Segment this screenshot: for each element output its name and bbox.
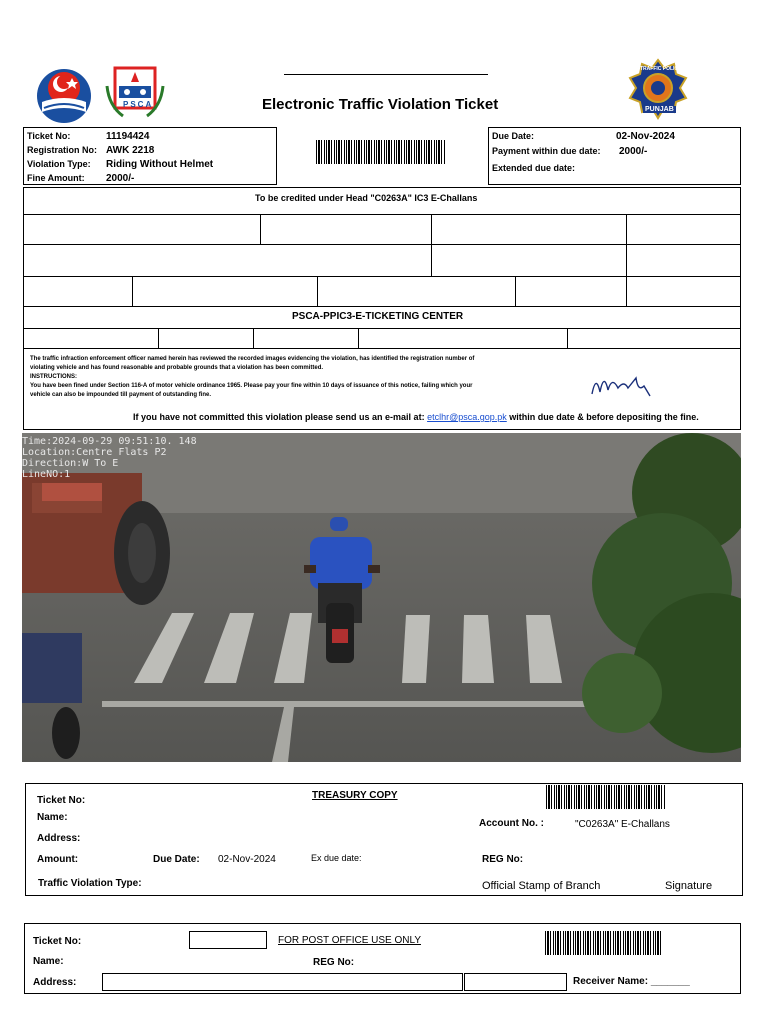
- post-name-label: Name:: [33, 956, 64, 967]
- camera-lane: LineNO:1: [22, 469, 71, 480]
- post-ticket-input[interactable]: [189, 931, 267, 949]
- email-notice: [133, 412, 699, 422]
- grid-cell: [23, 328, 159, 349]
- treasury-due-label: Due Date:: [153, 854, 200, 865]
- email-notice-pre: If you have not committed this violation please send us an e-mail at:: [133, 412, 425, 422]
- violation-value: Riding Without Helmet: [106, 159, 214, 170]
- registration-value: AWK 2218: [106, 145, 155, 156]
- evidence-photo: [22, 433, 741, 762]
- grid-cell: [317, 276, 516, 307]
- grid-cell: [626, 276, 741, 307]
- due-date-label: Due Date:: [492, 131, 535, 141]
- email-notice-post: within due date & before depositing the fine.: [509, 412, 699, 422]
- treasury-amount-label: Amount:: [37, 854, 79, 865]
- grid-cell: [626, 244, 741, 277]
- grid-cell: [626, 214, 741, 245]
- center-title: PSCA-PPIC3-E-TICKETING CENTER: [292, 311, 464, 322]
- grid-cell: [253, 328, 359, 349]
- notice-line: The traffic infraction enforcement officer named herein has reviewed the recorded images evidencing the violation, has identified the registration number of: [30, 356, 475, 362]
- page-title: Electronic Traffic Violation Ticket: [262, 96, 499, 113]
- grid-cell: [260, 214, 432, 245]
- grid-cell: [431, 214, 627, 245]
- grid-cell: [23, 244, 432, 277]
- notice-line: vehicle can also be impounded till payment of outstanding fine.: [30, 392, 212, 398]
- camera-direction: Direction:W To E: [22, 458, 119, 469]
- notice-line: INSTRUCTIONS:: [30, 374, 77, 380]
- treasury-due-value: 02-Nov-2024: [218, 854, 276, 865]
- post-reg-label: REG No:: [313, 957, 355, 968]
- grid-cell: [23, 214, 261, 245]
- registration-label: Registration No:: [27, 145, 98, 155]
- grid-cell: [567, 328, 741, 349]
- due-date-value: 02-Nov-2024: [616, 131, 675, 142]
- post-extra-input[interactable]: [464, 973, 567, 991]
- treasury-barcode: [546, 785, 666, 809]
- header-rule: [284, 74, 488, 75]
- grid-cell: [515, 276, 627, 307]
- post-address-input[interactable]: [102, 973, 463, 991]
- notice-line: violating vehicle and has found reasonable and probable grounds that a violation has been committed.: [30, 365, 324, 371]
- post-address-label: Address:: [33, 977, 77, 988]
- psca-logo: [103, 66, 167, 122]
- treasury-ex-due-label: Ex due date:: [311, 853, 362, 863]
- ticket-barcode: [316, 140, 446, 164]
- treasury-address-label: Address:: [37, 833, 81, 844]
- grid-cell: [431, 244, 627, 277]
- officer-signature: [588, 366, 654, 402]
- payment-value: 2000/-: [619, 146, 648, 157]
- payment-label: Payment within due date:: [492, 146, 601, 156]
- punjab-police-logo: [34, 68, 94, 124]
- logo-text-top: TRAFFIC POLICE: [640, 66, 682, 72]
- treasury-violation-label: Traffic Violation Type:: [38, 878, 142, 889]
- extended-due-label: Extended due date:: [492, 163, 576, 173]
- post-office-title: FOR POST OFFICE USE ONLY: [278, 935, 421, 946]
- camera-time: Time:2024-09-29 09:51:10. 148: [22, 436, 197, 447]
- grid-cell: [132, 276, 318, 307]
- grid-cell: [358, 328, 568, 349]
- post-office-barcode: [545, 931, 663, 955]
- fine-value: 2000/-: [106, 173, 135, 184]
- violation-label: Violation Type:: [27, 159, 91, 169]
- treasury-stamp-label: Official Stamp of Branch: [482, 880, 601, 892]
- treasury-title: TREASURY COPY: [312, 790, 398, 801]
- treasury-account-label: Account No. :: [479, 818, 544, 829]
- camera-overlay: [22, 436, 197, 480]
- treasury-ticket-label: Ticket No:: [37, 795, 86, 806]
- treasury-name-label: Name:: [37, 812, 68, 823]
- post-receiver-label: Receiver Name: _______: [573, 976, 690, 987]
- treasury-account-value: "C0263A" E-Challans: [575, 819, 670, 830]
- camera-location: Location:Centre Flats P2: [22, 447, 167, 458]
- credit-head-text: To be credited under Head "C0263A" IC3 E-Challans: [255, 193, 478, 203]
- post-ticket-label: Ticket No:: [33, 936, 82, 947]
- treasury-reg-label: REG No:: [482, 854, 524, 865]
- traffic-police-punjab-logo: [626, 58, 690, 124]
- ticket-no-value: 11194424: [106, 131, 150, 142]
- psca-logo-text: PSCA: [123, 100, 154, 109]
- notice-line: You have been fined under Section 116-A of motor vehicle ordinance 1965. Please pay your fine within 10 days of issuance of this notice, failing which your: [30, 383, 473, 389]
- grid-cell: [158, 328, 254, 349]
- ticket-no-label: Ticket No:: [27, 131, 71, 141]
- logo-text-bottom: PUNJAB: [645, 106, 674, 113]
- notice-text: [30, 355, 560, 400]
- fine-label: Fine Amount:: [27, 173, 85, 183]
- grid-cell: [23, 276, 133, 307]
- treasury-signature-label: Signature: [665, 880, 713, 892]
- email-link[interactable]: etclhr@psca.gop.pk: [427, 412, 507, 422]
